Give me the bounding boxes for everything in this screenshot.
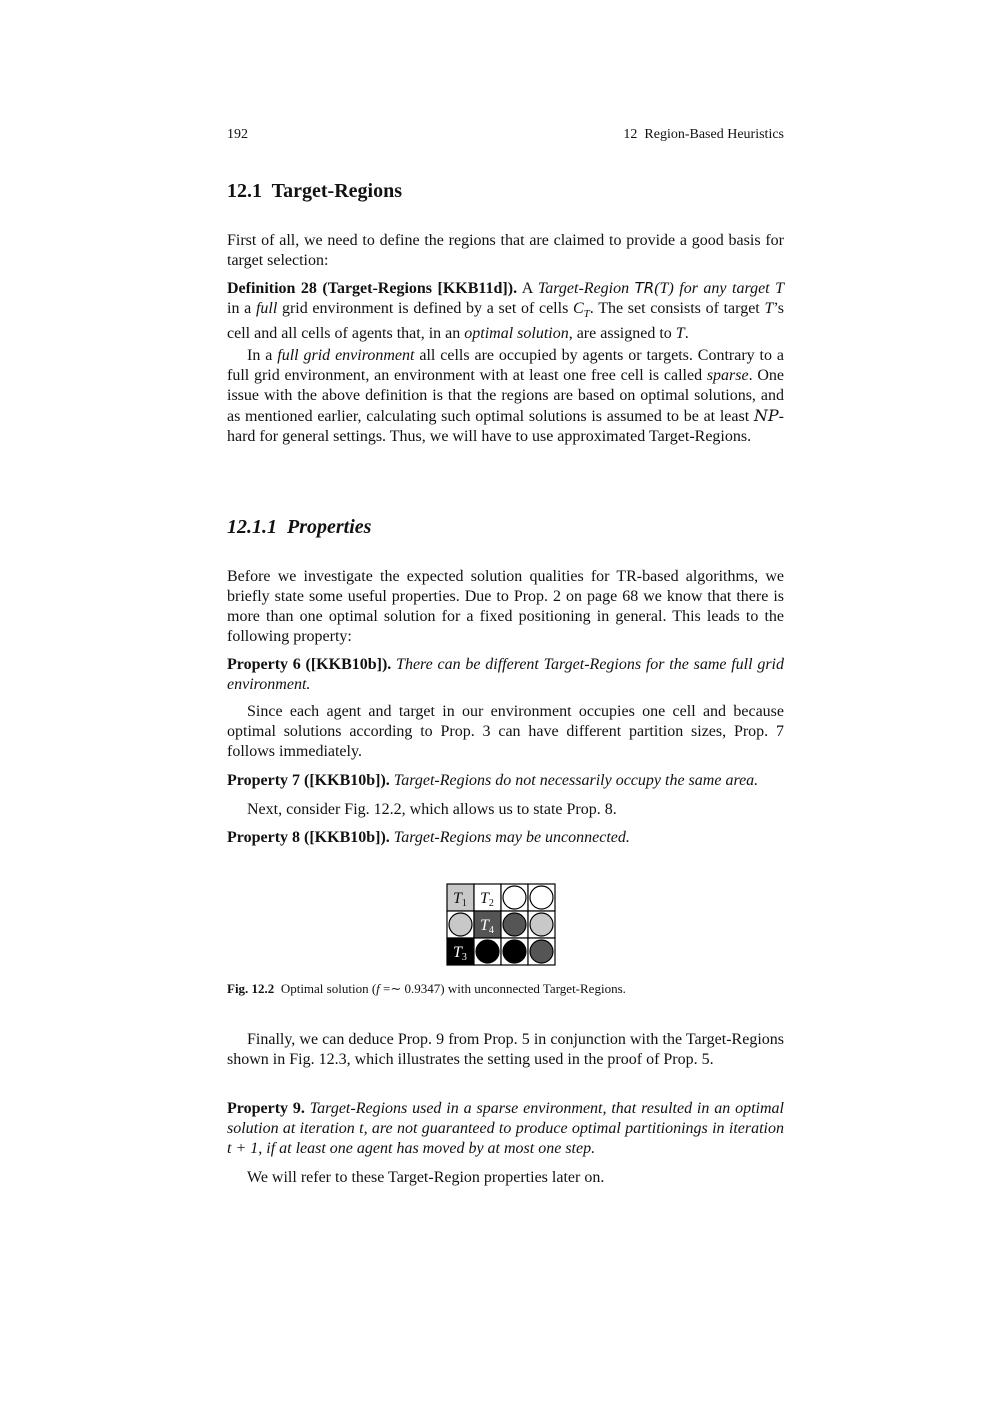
para-text: . One issue with the above definition is that the regions are based on optimal solutions, and as mentioned earlier, calculating such optimal solutions is assumed to be at least <box>227 367 784 425</box>
property-8 <box>227 828 784 848</box>
def-text: . <box>684 325 689 343</box>
page-number: 192 <box>227 127 248 142</box>
def-text: . The set consists of target <box>589 300 765 317</box>
def-text: , are assigned to <box>568 325 676 343</box>
property-label: Property 9. <box>227 1100 305 1117</box>
property-label: Property 8 ([KKB10b]). <box>227 829 390 846</box>
agent-cell <box>501 938 528 965</box>
target-label: T3 <box>453 944 467 963</box>
def-text: ’s cell and all cells of agents that, in an <box>227 300 785 343</box>
np-symbol: NP <box>753 406 779 425</box>
intro-paragraph: First of all, we need to define the regions that are claimed to provide a good basis for target selection: <box>227 232 784 269</box>
agent-circle <box>530 940 553 963</box>
def-term: Target-Region <box>537 280 630 297</box>
agent-circle <box>530 913 553 936</box>
target-cell <box>447 938 474 965</box>
para-text: all cells are occupied by agents or targets. Contrary to a full grid environment, an environment with at least one free cell is called <box>227 347 784 384</box>
def-text: grid environment is defined by a set of cells <box>277 300 573 317</box>
property-math: t <box>359 1120 364 1137</box>
target-cell <box>447 884 474 911</box>
paragraph-fig-ref: Next, consider Fig. 12.2, which allows us to state Prop. 8. <box>247 801 617 818</box>
caption-text: =∼ 0.9347) with unconnected Target-Regions. <box>379 981 626 996</box>
property-label: Property 6 ([KKB10b]). <box>227 656 392 673</box>
def-optimal: optimal solution <box>464 325 569 343</box>
def-full: full <box>255 300 278 317</box>
target-label: T2 <box>480 890 494 909</box>
def-math-sub: T <box>583 308 590 321</box>
property-text: Target-Regions used in a sparse environment, that resulted in an optimal solution at iteration <box>227 1100 785 1137</box>
definition-28 <box>227 278 784 344</box>
property-text: Target-Regions do not necessarily occupy the same area. <box>389 772 759 789</box>
target-label: T1 <box>453 890 467 909</box>
property-text: Target-Regions may be unconnected. <box>389 829 630 846</box>
figure-caption <box>227 980 626 998</box>
def-math: C <box>573 300 584 317</box>
property-math: t + 1 <box>227 1140 259 1157</box>
section-title: 12.1 Target-Regions <box>227 180 402 202</box>
def-math: T <box>775 280 785 297</box>
para-text: -hard for general settings. Thus, we will have to use approximated Target-Regions. <box>227 408 784 445</box>
agent-circle <box>503 913 526 936</box>
def-text: in a <box>227 300 256 317</box>
caption-label: Fig. 12.2 <box>227 981 275 996</box>
caption-math: f <box>376 981 380 996</box>
caption-text: Optimal solution ( <box>274 981 377 996</box>
target-cell <box>474 911 501 938</box>
property-text: , if at least one agent has moved by at most one step. <box>258 1140 596 1157</box>
agent-cell <box>501 911 528 938</box>
running-head <box>227 127 784 143</box>
target-label: T4 <box>480 917 494 936</box>
subsection-title: 12.1.1 Properties <box>227 516 372 538</box>
agent-cell <box>501 884 528 911</box>
property-text: , are not guaranteed to produce optimal partitionings in iteration <box>363 1120 784 1137</box>
agent-cell <box>447 911 474 938</box>
agent-circle <box>530 886 553 909</box>
agent-circle <box>476 940 499 963</box>
agent-cell <box>528 938 555 965</box>
paragraph-prop7-intro: Since each agent and target in our environment occupies one cell and because optimal solutions according to Prop. 3 can have different partition sizes, Prop. 7 follows immediately. <box>227 703 784 760</box>
property-text: There can be different Target-Regions for the same full grid environment. <box>227 656 784 693</box>
para-term: sparse <box>706 367 749 384</box>
agent-circle <box>449 913 472 936</box>
chapter-title: 12 Region-Based Heuristics <box>623 127 784 142</box>
target-cell <box>474 884 501 911</box>
agent-cell <box>528 911 555 938</box>
paragraph-closing: We will refer to these Target-Region properties later on. <box>247 1169 605 1186</box>
def-math: T <box>675 325 685 343</box>
property-7 <box>227 771 784 791</box>
para-text: In a <box>247 347 278 364</box>
agent-cell <box>474 938 501 965</box>
property-label: Property 7 ([KKB10b]). <box>227 772 390 789</box>
agent-circle <box>503 940 526 963</box>
definition-label: Definition 28 (Target-Regions [KKB11d]). <box>227 280 518 297</box>
def-text: (T) for any target <box>654 280 776 297</box>
agent-circle <box>503 886 526 909</box>
paragraph-full-grid <box>227 346 784 447</box>
paragraph-properties: Before we investigate the expected solution qualities for TR-based algorithms, we briefly state some useful properties. Due to Prop. 2 on page 68 we know that there is more than one optimal solution for a fixed positioning in general. This leads to the following property: <box>227 568 784 645</box>
figure-grid <box>446 883 558 969</box>
def-text: A <box>517 280 538 297</box>
para-term: full grid environment <box>277 347 415 364</box>
property-6 <box>227 655 784 695</box>
agent-cell <box>528 884 555 911</box>
paragraph-prop9-intro: Finally, we can deduce Prop. 9 from Prop. 5 in conjunction with the Target-Regions shown in Fig. 12.3, which illustrates the setting used in the proof of Prop. 5. <box>227 1031 784 1068</box>
def-tr: TR <box>634 279 655 297</box>
property-9 <box>227 1099 784 1159</box>
grid-diagram <box>446 883 558 969</box>
def-math: T <box>764 300 774 317</box>
